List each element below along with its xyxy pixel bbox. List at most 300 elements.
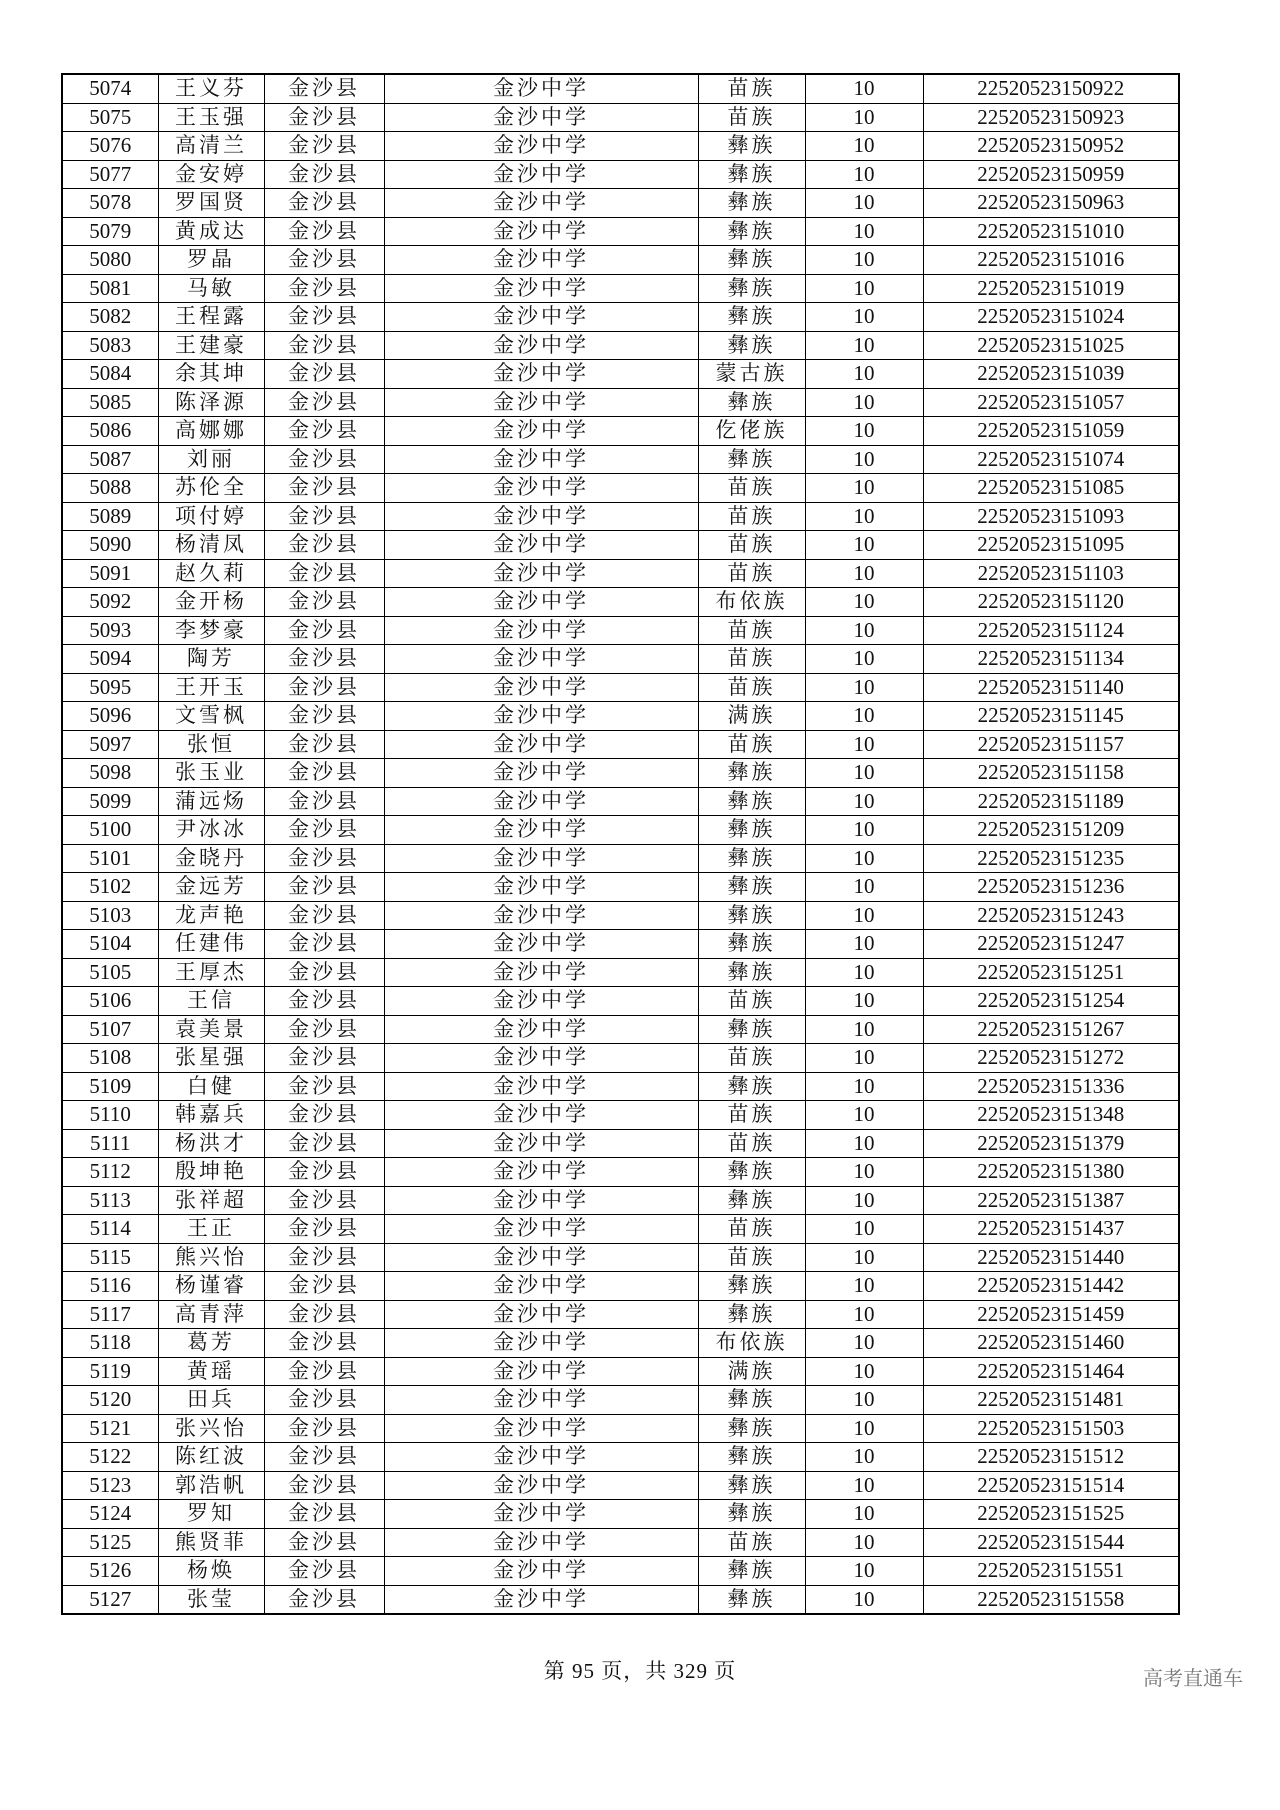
table-row [62, 1443, 1179, 1472]
county-cell: 金沙县 [264, 303, 384, 332]
score-cell: 10 [805, 1443, 923, 1472]
exam-id-cell: 22520523150963 [923, 189, 1179, 218]
score-cell: 10 [805, 1386, 923, 1415]
ethnicity-cell: 苗族 [698, 616, 805, 645]
serial-number-cell: 5091 [62, 559, 158, 588]
exam-id-cell: 22520523151525 [923, 1500, 1179, 1529]
exam-id-cell: 22520523151157 [923, 730, 1179, 759]
score-cell: 10 [805, 816, 923, 845]
ethnicity-cell: 彝族 [698, 1414, 805, 1443]
table-row [62, 673, 1179, 702]
student-name-cell: 王厚杰 [158, 958, 264, 987]
student-name-cell: 王义芬 [158, 74, 264, 103]
school-cell: 金沙中学 [384, 759, 698, 788]
student-name-cell: 陈泽源 [158, 388, 264, 417]
school-cell: 金沙中学 [384, 987, 698, 1016]
score-cell: 10 [805, 702, 923, 731]
school-cell: 金沙中学 [384, 559, 698, 588]
exam-id-cell: 22520523151235 [923, 844, 1179, 873]
student-name-cell: 王信 [158, 987, 264, 1016]
serial-number-cell: 5085 [62, 388, 158, 417]
student-name-cell: 金晓丹 [158, 844, 264, 873]
ethnicity-cell: 彝族 [698, 1585, 805, 1614]
school-cell: 金沙中学 [384, 1158, 698, 1187]
serial-number-cell: 5087 [62, 445, 158, 474]
ethnicity-cell: 彝族 [698, 759, 805, 788]
ethnicity-cell: 彝族 [698, 844, 805, 873]
school-cell: 金沙中学 [384, 1300, 698, 1329]
exam-id-cell: 22520523150952 [923, 132, 1179, 161]
score-cell: 10 [805, 1272, 923, 1301]
serial-number-cell: 5100 [62, 816, 158, 845]
ethnicity-cell: 彝族 [698, 1557, 805, 1586]
table-row [62, 616, 1179, 645]
student-name-cell: 王程露 [158, 303, 264, 332]
county-cell: 金沙县 [264, 1015, 384, 1044]
exam-id-cell: 22520523151267 [923, 1015, 1179, 1044]
student-name-cell: 黄成达 [158, 217, 264, 246]
student-name-cell: 高清兰 [158, 132, 264, 161]
serial-number-cell: 5075 [62, 103, 158, 132]
serial-number-cell: 5098 [62, 759, 158, 788]
student-name-cell: 殷坤艳 [158, 1158, 264, 1187]
serial-number-cell: 5093 [62, 616, 158, 645]
county-cell: 金沙县 [264, 388, 384, 417]
ethnicity-cell: 彝族 [698, 331, 805, 360]
county-cell: 金沙县 [264, 873, 384, 902]
exam-id-cell: 22520523151442 [923, 1272, 1179, 1301]
score-cell: 10 [805, 987, 923, 1016]
ethnicity-cell: 布依族 [698, 588, 805, 617]
school-cell: 金沙中学 [384, 1557, 698, 1586]
ethnicity-cell: 苗族 [698, 1215, 805, 1244]
school-cell: 金沙中学 [384, 531, 698, 560]
student-table [61, 73, 1180, 1615]
score-cell: 10 [805, 1300, 923, 1329]
score-cell: 10 [805, 1044, 923, 1073]
exam-id-cell: 22520523151140 [923, 673, 1179, 702]
county-cell: 金沙县 [264, 1585, 384, 1614]
score-cell: 10 [805, 1243, 923, 1272]
county-cell: 金沙县 [264, 217, 384, 246]
score-cell: 10 [805, 1500, 923, 1529]
student-name-cell: 熊贤菲 [158, 1528, 264, 1557]
score-cell: 10 [805, 844, 923, 873]
ethnicity-cell: 彝族 [698, 1015, 805, 1044]
score-cell: 10 [805, 1471, 923, 1500]
table-row [62, 1414, 1179, 1443]
table-row [62, 388, 1179, 417]
exam-id-cell: 22520523151158 [923, 759, 1179, 788]
county-cell: 金沙县 [264, 160, 384, 189]
score-cell: 10 [805, 1015, 923, 1044]
table-row [62, 873, 1179, 902]
score-cell: 10 [805, 759, 923, 788]
school-cell: 金沙中学 [384, 1386, 698, 1415]
ethnicity-cell: 彝族 [698, 388, 805, 417]
table-row [62, 1300, 1179, 1329]
ethnicity-cell: 布依族 [698, 1329, 805, 1358]
serial-number-cell: 5080 [62, 246, 158, 275]
school-cell: 金沙中学 [384, 103, 698, 132]
ethnicity-cell: 仡佬族 [698, 417, 805, 446]
school-cell: 金沙中学 [384, 1044, 698, 1073]
exam-id-cell: 22520523151514 [923, 1471, 1179, 1500]
student-name-cell: 陶芳 [158, 645, 264, 674]
table-row [62, 816, 1179, 845]
county-cell: 金沙县 [264, 132, 384, 161]
ethnicity-cell: 彝族 [698, 816, 805, 845]
ethnicity-cell: 苗族 [698, 74, 805, 103]
student-name-cell: 罗知 [158, 1500, 264, 1529]
school-cell: 金沙中学 [384, 787, 698, 816]
student-name-cell: 张玉业 [158, 759, 264, 788]
serial-number-cell: 5089 [62, 502, 158, 531]
exam-id-cell: 22520523151189 [923, 787, 1179, 816]
student-name-cell: 白健 [158, 1072, 264, 1101]
student-name-cell: 刘丽 [158, 445, 264, 474]
score-cell: 10 [805, 331, 923, 360]
score-cell: 10 [805, 474, 923, 503]
ethnicity-cell: 满族 [698, 1357, 805, 1386]
student-name-cell: 任建伟 [158, 930, 264, 959]
county-cell: 金沙县 [264, 445, 384, 474]
school-cell: 金沙中学 [384, 1215, 698, 1244]
county-cell: 金沙县 [264, 1044, 384, 1073]
student-name-cell: 郭浩帆 [158, 1471, 264, 1500]
student-name-cell: 项付婷 [158, 502, 264, 531]
exam-id-cell: 22520523151247 [923, 930, 1179, 959]
table-row [62, 559, 1179, 588]
ethnicity-cell: 彝族 [698, 1500, 805, 1529]
table-row [62, 1386, 1179, 1415]
student-name-cell: 高青萍 [158, 1300, 264, 1329]
school-cell: 金沙中学 [384, 132, 698, 161]
score-cell: 10 [805, 274, 923, 303]
serial-number-cell: 5112 [62, 1158, 158, 1187]
table-row [62, 958, 1179, 987]
student-name-cell: 熊兴怡 [158, 1243, 264, 1272]
school-cell: 金沙中学 [384, 1015, 698, 1044]
serial-number-cell: 5117 [62, 1300, 158, 1329]
serial-number-cell: 5081 [62, 274, 158, 303]
table-row [62, 1272, 1179, 1301]
student-name-cell: 尹冰冰 [158, 816, 264, 845]
county-cell: 金沙县 [264, 189, 384, 218]
county-cell: 金沙县 [264, 274, 384, 303]
school-cell: 金沙中学 [384, 274, 698, 303]
table-row [62, 930, 1179, 959]
score-cell: 10 [805, 930, 923, 959]
student-name-cell: 金开杨 [158, 588, 264, 617]
exam-id-cell: 22520523151460 [923, 1329, 1179, 1358]
score-cell: 10 [805, 1357, 923, 1386]
student-name-cell: 杨洪才 [158, 1129, 264, 1158]
school-cell: 金沙中学 [384, 1471, 698, 1500]
score-cell: 10 [805, 502, 923, 531]
student-name-cell: 张兴怡 [158, 1414, 264, 1443]
county-cell: 金沙县 [264, 417, 384, 446]
score-cell: 10 [805, 189, 923, 218]
table-row [62, 1129, 1179, 1158]
county-cell: 金沙县 [264, 759, 384, 788]
exam-id-cell: 22520523151379 [923, 1129, 1179, 1158]
county-cell: 金沙县 [264, 844, 384, 873]
serial-number-cell: 5114 [62, 1215, 158, 1244]
ethnicity-cell: 苗族 [698, 531, 805, 560]
student-name-cell: 李梦豪 [158, 616, 264, 645]
county-cell: 金沙县 [264, 502, 384, 531]
score-cell: 10 [805, 1329, 923, 1358]
score-cell: 10 [805, 588, 923, 617]
watermark: 高考直通车 [1143, 1666, 1243, 1690]
ethnicity-cell: 苗族 [698, 103, 805, 132]
table-row [62, 303, 1179, 332]
table-row [62, 74, 1179, 103]
exam-id-cell: 22520523151120 [923, 588, 1179, 617]
school-cell: 金沙中学 [384, 217, 698, 246]
ethnicity-cell: 苗族 [698, 1044, 805, 1073]
exam-id-cell: 22520523151057 [923, 388, 1179, 417]
county-cell: 金沙县 [264, 702, 384, 731]
serial-number-cell: 5121 [62, 1414, 158, 1443]
student-name-cell: 杨清凤 [158, 531, 264, 560]
exam-id-cell: 22520523150922 [923, 74, 1179, 103]
table-row [62, 1500, 1179, 1529]
exam-id-cell: 22520523151272 [923, 1044, 1179, 1073]
table-row [62, 730, 1179, 759]
ethnicity-cell: 彝族 [698, 1300, 805, 1329]
ethnicity-cell: 彝族 [698, 1443, 805, 1472]
school-cell: 金沙中学 [384, 588, 698, 617]
table-row [62, 1357, 1179, 1386]
student-name-cell: 龙声艳 [158, 901, 264, 930]
exam-id-cell: 22520523151440 [923, 1243, 1179, 1272]
ethnicity-cell: 彝族 [698, 958, 805, 987]
serial-number-cell: 5096 [62, 702, 158, 731]
student-name-cell: 陈红波 [158, 1443, 264, 1472]
exam-id-cell: 22520523151503 [923, 1414, 1179, 1443]
county-cell: 金沙县 [264, 1101, 384, 1130]
serial-number-cell: 5110 [62, 1101, 158, 1130]
county-cell: 金沙县 [264, 1471, 384, 1500]
ethnicity-cell: 彝族 [698, 274, 805, 303]
student-name-cell: 袁美景 [158, 1015, 264, 1044]
serial-number-cell: 5101 [62, 844, 158, 873]
exam-id-cell: 22520523151481 [923, 1386, 1179, 1415]
table-row [62, 1215, 1179, 1244]
exam-id-cell: 22520523151025 [923, 331, 1179, 360]
score-cell: 10 [805, 730, 923, 759]
ethnicity-cell: 彝族 [698, 217, 805, 246]
table-row [62, 445, 1179, 474]
serial-number-cell: 5120 [62, 1386, 158, 1415]
score-cell: 10 [805, 445, 923, 474]
county-cell: 金沙县 [264, 1557, 384, 1586]
student-name-cell: 罗晶 [158, 246, 264, 275]
serial-number-cell: 5074 [62, 74, 158, 103]
table-row [62, 1243, 1179, 1272]
table-row [62, 132, 1179, 161]
score-cell: 10 [805, 1186, 923, 1215]
student-name-cell: 余其坤 [158, 360, 264, 389]
serial-number-cell: 5127 [62, 1585, 158, 1614]
serial-number-cell: 5109 [62, 1072, 158, 1101]
serial-number-cell: 5088 [62, 474, 158, 503]
serial-number-cell: 5115 [62, 1243, 158, 1272]
school-cell: 金沙中学 [384, 844, 698, 873]
school-cell: 金沙中学 [384, 1272, 698, 1301]
serial-number-cell: 5086 [62, 417, 158, 446]
ethnicity-cell: 彝族 [698, 189, 805, 218]
serial-number-cell: 5123 [62, 1471, 158, 1500]
table-row [62, 844, 1179, 873]
county-cell: 金沙县 [264, 787, 384, 816]
score-cell: 10 [805, 673, 923, 702]
exam-id-cell: 22520523151551 [923, 1557, 1179, 1586]
school-cell: 金沙中学 [384, 1101, 698, 1130]
county-cell: 金沙县 [264, 1357, 384, 1386]
table-row [62, 502, 1179, 531]
score-cell: 10 [805, 958, 923, 987]
serial-number-cell: 5083 [62, 331, 158, 360]
ethnicity-cell: 苗族 [698, 1243, 805, 1272]
school-cell: 金沙中学 [384, 673, 698, 702]
student-name-cell: 黄瑶 [158, 1357, 264, 1386]
school-cell: 金沙中学 [384, 303, 698, 332]
student-name-cell: 金远芳 [158, 873, 264, 902]
student-name-cell: 张莹 [158, 1585, 264, 1614]
exam-id-cell: 22520523151512 [923, 1443, 1179, 1472]
ethnicity-cell: 彝族 [698, 445, 805, 474]
score-cell: 10 [805, 559, 923, 588]
exam-id-cell: 22520523151387 [923, 1186, 1179, 1215]
table-row [62, 1557, 1179, 1586]
county-cell: 金沙县 [264, 588, 384, 617]
ethnicity-cell: 苗族 [698, 673, 805, 702]
exam-id-cell: 22520523151464 [923, 1357, 1179, 1386]
table-row [62, 160, 1179, 189]
county-cell: 金沙县 [264, 901, 384, 930]
exam-id-cell: 22520523151348 [923, 1101, 1179, 1130]
table-row [62, 1158, 1179, 1187]
score-cell: 10 [805, 303, 923, 332]
exam-id-cell: 22520523151459 [923, 1300, 1179, 1329]
school-cell: 金沙中学 [384, 901, 698, 930]
ethnicity-cell: 满族 [698, 702, 805, 731]
county-cell: 金沙县 [264, 616, 384, 645]
county-cell: 金沙县 [264, 246, 384, 275]
table-row [62, 217, 1179, 246]
county-cell: 金沙县 [264, 531, 384, 560]
county-cell: 金沙县 [264, 1386, 384, 1415]
exam-id-cell: 22520523151016 [923, 246, 1179, 275]
table-row [62, 1072, 1179, 1101]
school-cell: 金沙中学 [384, 816, 698, 845]
ethnicity-cell: 苗族 [698, 645, 805, 674]
student-name-cell: 罗国贤 [158, 189, 264, 218]
exam-id-cell: 22520523151124 [923, 616, 1179, 645]
score-cell: 10 [805, 74, 923, 103]
school-cell: 金沙中学 [384, 417, 698, 446]
school-cell: 金沙中学 [384, 246, 698, 275]
serial-number-cell: 5077 [62, 160, 158, 189]
score-cell: 10 [805, 901, 923, 930]
school-cell: 金沙中学 [384, 474, 698, 503]
table-row [62, 588, 1179, 617]
school-cell: 金沙中学 [384, 1243, 698, 1272]
serial-number-cell: 5094 [62, 645, 158, 674]
school-cell: 金沙中学 [384, 730, 698, 759]
score-cell: 10 [805, 787, 923, 816]
exam-id-cell: 22520523151380 [923, 1158, 1179, 1187]
exam-id-cell: 22520523151544 [923, 1528, 1179, 1557]
county-cell: 金沙县 [264, 1500, 384, 1529]
table-row [62, 1471, 1179, 1500]
student-name-cell: 田兵 [158, 1386, 264, 1415]
student-name-cell: 金安婷 [158, 160, 264, 189]
table-row [62, 331, 1179, 360]
ethnicity-cell: 彝族 [698, 901, 805, 930]
ethnicity-cell: 彝族 [698, 1386, 805, 1415]
county-cell: 金沙县 [264, 1129, 384, 1158]
serial-number-cell: 5104 [62, 930, 158, 959]
ethnicity-cell: 苗族 [698, 1101, 805, 1130]
student-name-cell: 张祥超 [158, 1186, 264, 1215]
exam-id-cell: 22520523151251 [923, 958, 1179, 987]
school-cell: 金沙中学 [384, 1186, 698, 1215]
score-cell: 10 [805, 132, 923, 161]
county-cell: 金沙县 [264, 645, 384, 674]
exam-id-cell: 22520523151103 [923, 559, 1179, 588]
exam-id-cell: 22520523151134 [923, 645, 1179, 674]
score-cell: 10 [805, 1101, 923, 1130]
school-cell: 金沙中学 [384, 1414, 698, 1443]
county-cell: 金沙县 [264, 1186, 384, 1215]
county-cell: 金沙县 [264, 1272, 384, 1301]
serial-number-cell: 5095 [62, 673, 158, 702]
ethnicity-cell: 彝族 [698, 246, 805, 275]
exam-id-cell: 22520523151437 [923, 1215, 1179, 1244]
school-cell: 金沙中学 [384, 388, 698, 417]
exam-id-cell: 22520523151024 [923, 303, 1179, 332]
exam-id-cell: 22520523151236 [923, 873, 1179, 902]
ethnicity-cell: 苗族 [698, 502, 805, 531]
page-number: 第 95 页，共 329 页 [543, 1659, 737, 1683]
serial-number-cell: 5084 [62, 360, 158, 389]
school-cell: 金沙中学 [384, 1129, 698, 1158]
county-cell: 金沙县 [264, 74, 384, 103]
student-name-cell: 蒲远炀 [158, 787, 264, 816]
exam-id-cell: 22520523151039 [923, 360, 1179, 389]
table-row [62, 274, 1179, 303]
score-cell: 10 [805, 417, 923, 446]
serial-number-cell: 5122 [62, 1443, 158, 1472]
exam-id-cell: 22520523151336 [923, 1072, 1179, 1101]
school-cell: 金沙中学 [384, 958, 698, 987]
student-name-cell: 杨谨睿 [158, 1272, 264, 1301]
table-row [62, 103, 1179, 132]
school-cell: 金沙中学 [384, 873, 698, 902]
school-cell: 金沙中学 [384, 74, 698, 103]
table-row [62, 645, 1179, 674]
score-cell: 10 [805, 645, 923, 674]
county-cell: 金沙县 [264, 1329, 384, 1358]
score-cell: 10 [805, 1528, 923, 1557]
serial-number-cell: 5124 [62, 1500, 158, 1529]
table-row [62, 1585, 1179, 1614]
student-name-cell: 韩嘉兵 [158, 1101, 264, 1130]
